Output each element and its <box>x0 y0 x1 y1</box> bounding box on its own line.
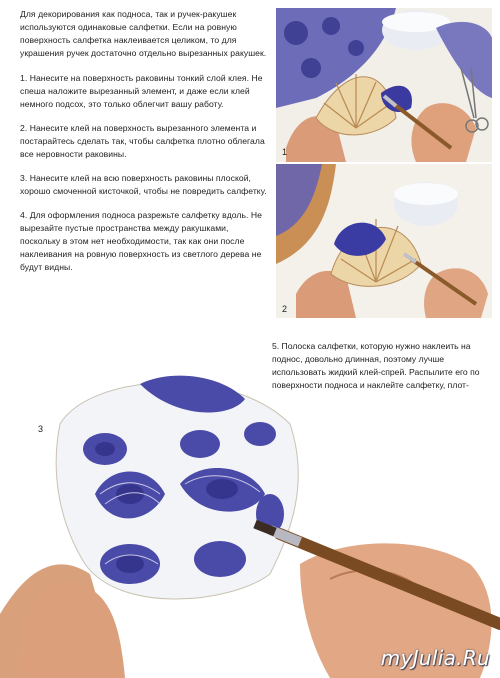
photo-step-1 <box>276 8 492 162</box>
photo-number-2: 2 <box>282 304 288 314</box>
step-5: 5. Полоска салфетки, которую нужно наклеить на поднос, довольно длинная, поэтому лучше использовать жидкий клей-спрей. Распылите его по поверхности подноса и наклейте салфетку, плот- <box>272 341 480 390</box>
step-3: 3. Нанесите клей на всю поверхность раковины плоской, хорошо смоченной кисточкой, чтобы не повредить салфетку. <box>20 173 267 196</box>
photo-step-3 <box>0 364 500 678</box>
photo-step-2 <box>276 164 492 318</box>
photo-number-3: 3 <box>38 424 44 434</box>
step-1: 1. Нанесите на поверхность раковины тонкий слой клея. Не спеша наложите вырезанный элемент, и даже если клей немного подсох, это только облегчит вашу работу. <box>20 73 263 109</box>
instructions-column <box>20 8 268 285</box>
photo-number-1: 1 <box>282 147 288 157</box>
step-2: 2. Нанесите клей на поверхность вырезанного элемента и постарайтесь сделать так, чтобы салфетка плотно облегала все неровности раковины. <box>20 123 265 159</box>
watermark-logo: myJulia.Ru <box>380 646 490 670</box>
step-4: 4. Для оформления подноса разрежьте салфетку вдоль. Не вырезайте пустые пространства между ракушками, поскольку в этом нет необходимости, так как они после наклеивания на ровную поверхность из светлого дерева не будут видны. <box>20 210 262 272</box>
intro-paragraph: Для декорирования как подноса, так и ручек-ракушек используются одинаковые салфетки. Если на ровную поверхность салфетка наклеивается целиком, то для украшения ручек достаточно отдельно вырезанных ракушек. <box>20 9 267 58</box>
